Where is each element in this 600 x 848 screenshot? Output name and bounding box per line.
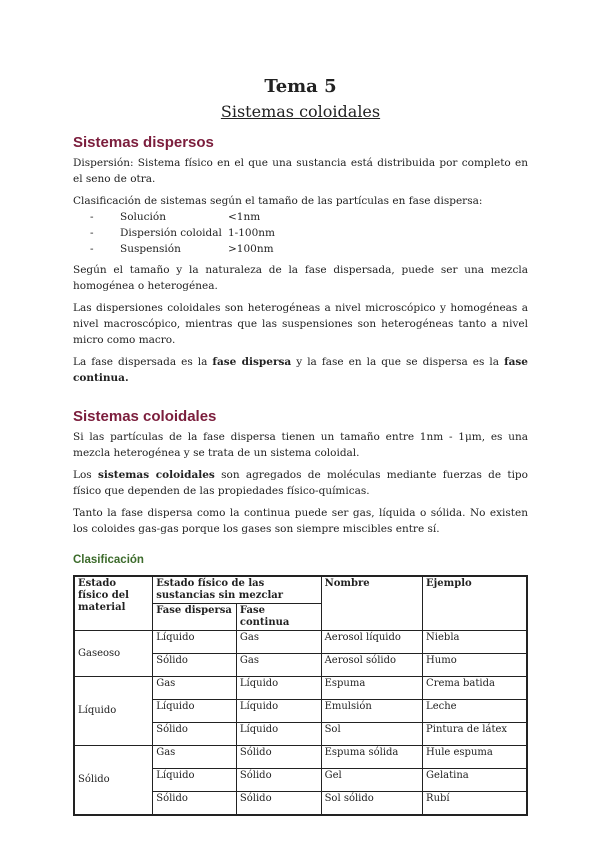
- header-ejemplo: Ejemplo: [423, 576, 527, 631]
- table-cell: Sólido: [236, 746, 321, 769]
- table-cell: Pintura de látex: [423, 723, 527, 746]
- header-fase-continua: Fase continua: [236, 604, 321, 631]
- heading-sistemas-coloidales: Sistemas coloidales: [73, 408, 217, 425]
- header-estado: Estado físico del material: [74, 576, 153, 631]
- header-nombre: Nombre: [321, 576, 422, 631]
- table-cell: Gas: [236, 654, 321, 677]
- document-page: [73, 0, 528, 816]
- table-cell: Sólido: [236, 792, 321, 816]
- table-cell: Humo: [423, 654, 527, 677]
- page-title: Tema 5: [264, 76, 337, 97]
- table-row: [74, 677, 527, 700]
- paragraph-fase-dispersa: Tanto la fase dispersa como la continua puede ser gas, líquida o sólida. No existen los coloides gas-gas porque los gases son siempre miscibles entre sí.: [73, 507, 528, 535]
- table-cell: Gel: [321, 769, 422, 792]
- table-cell: Líquido: [236, 677, 321, 700]
- paragraph-dispersiones: Las dispersiones coloidales son heterogéneas a nivel microscópico y homogéneas a nivel macroscópico, mientras que las suspensiones son heterogéneas tanto a nivel micro como macro.: [73, 302, 528, 346]
- table-cell: Sol: [321, 723, 422, 746]
- table-cell: Leche: [423, 700, 527, 723]
- table-cell: Líquido: [153, 700, 237, 723]
- paragraph-clasificacion: Clasificación de sistemas según el tamaño de las partículas en fase dispersa:: [73, 195, 483, 207]
- table-cell: Gas: [236, 631, 321, 654]
- table-cell: Sólido: [153, 723, 237, 746]
- table-cell: Aerosol sólido: [321, 654, 422, 677]
- table-row: [74, 631, 527, 654]
- table-cell: Gelatina: [423, 769, 527, 792]
- state-cell: Líquido: [74, 677, 153, 746]
- table-cell: Líquido: [153, 769, 237, 792]
- table-cell: Hule espuma: [423, 746, 527, 769]
- table-cell: Espuma sólida: [321, 746, 422, 769]
- list-item: - Suspensión >100nm: [90, 243, 274, 255]
- table-cell: Aerosol líquido: [321, 631, 422, 654]
- classification-table: [73, 575, 528, 816]
- paragraph-fases: La fase dispersada es la fase dispersa y la fase en la que se dispersa es la fase continua.: [73, 356, 528, 384]
- heading-clasificacion: Clasificación: [73, 554, 144, 566]
- table-cell: Líquido: [236, 700, 321, 723]
- table-cell: Emulsión: [321, 700, 422, 723]
- table-cell: Sol sólido: [321, 792, 422, 816]
- page-subtitle: Sistemas coloidales: [220, 102, 381, 121]
- table-cell: Líquido: [153, 631, 237, 654]
- paragraph-sistemas-coloidales: Los sistemas coloidales son agregados de moléculas mediante fuerzas de tipo físico que dependen de las propiedades físico-químicas.: [73, 469, 528, 497]
- list-item: - Dispersión coloidal 1-100nm: [90, 227, 275, 239]
- header-fase-dispersa: Fase dispersa: [153, 604, 237, 631]
- table-cell: Crema batida: [423, 677, 527, 700]
- table-cell: Sólido: [153, 654, 237, 677]
- table-cell: Sólido: [153, 792, 237, 816]
- size-list: [73, 209, 528, 257]
- list-item: - Solución <1nm: [90, 211, 261, 223]
- table-row: [74, 746, 527, 769]
- table-cell: Espuma: [321, 677, 422, 700]
- table-cell: Gas: [153, 746, 237, 769]
- header-sustancias: Estado físico de las sustancias sin mezclar: [153, 576, 321, 604]
- table-cell: Rubí: [423, 792, 527, 816]
- table-cell: Sólido: [236, 769, 321, 792]
- state-cell: Sólido: [74, 746, 153, 816]
- heading-sistemas-dispersos: Sistemas dispersos: [73, 134, 214, 151]
- table-cell: Gas: [153, 677, 237, 700]
- paragraph-dispersion: Dispersión: Sistema físico en el que una sustancia está distribuida por completo en el seno de otra.: [73, 157, 528, 185]
- state-cell: Gaseoso: [74, 631, 153, 677]
- table-cell: Líquido: [236, 723, 321, 746]
- table-cell: Niebla: [423, 631, 527, 654]
- paragraph-particulas: Si las partículas de la fase dispersa tienen un tamaño entre 1nm - 1μm, es una mezcla heterogénea y se trata de un sistema coloidal.: [73, 431, 528, 459]
- paragraph-tamano: Según el tamaño y la naturaleza de la fase dispersada, puede ser una mezcla homogénea o heterogénea.: [73, 264, 528, 292]
